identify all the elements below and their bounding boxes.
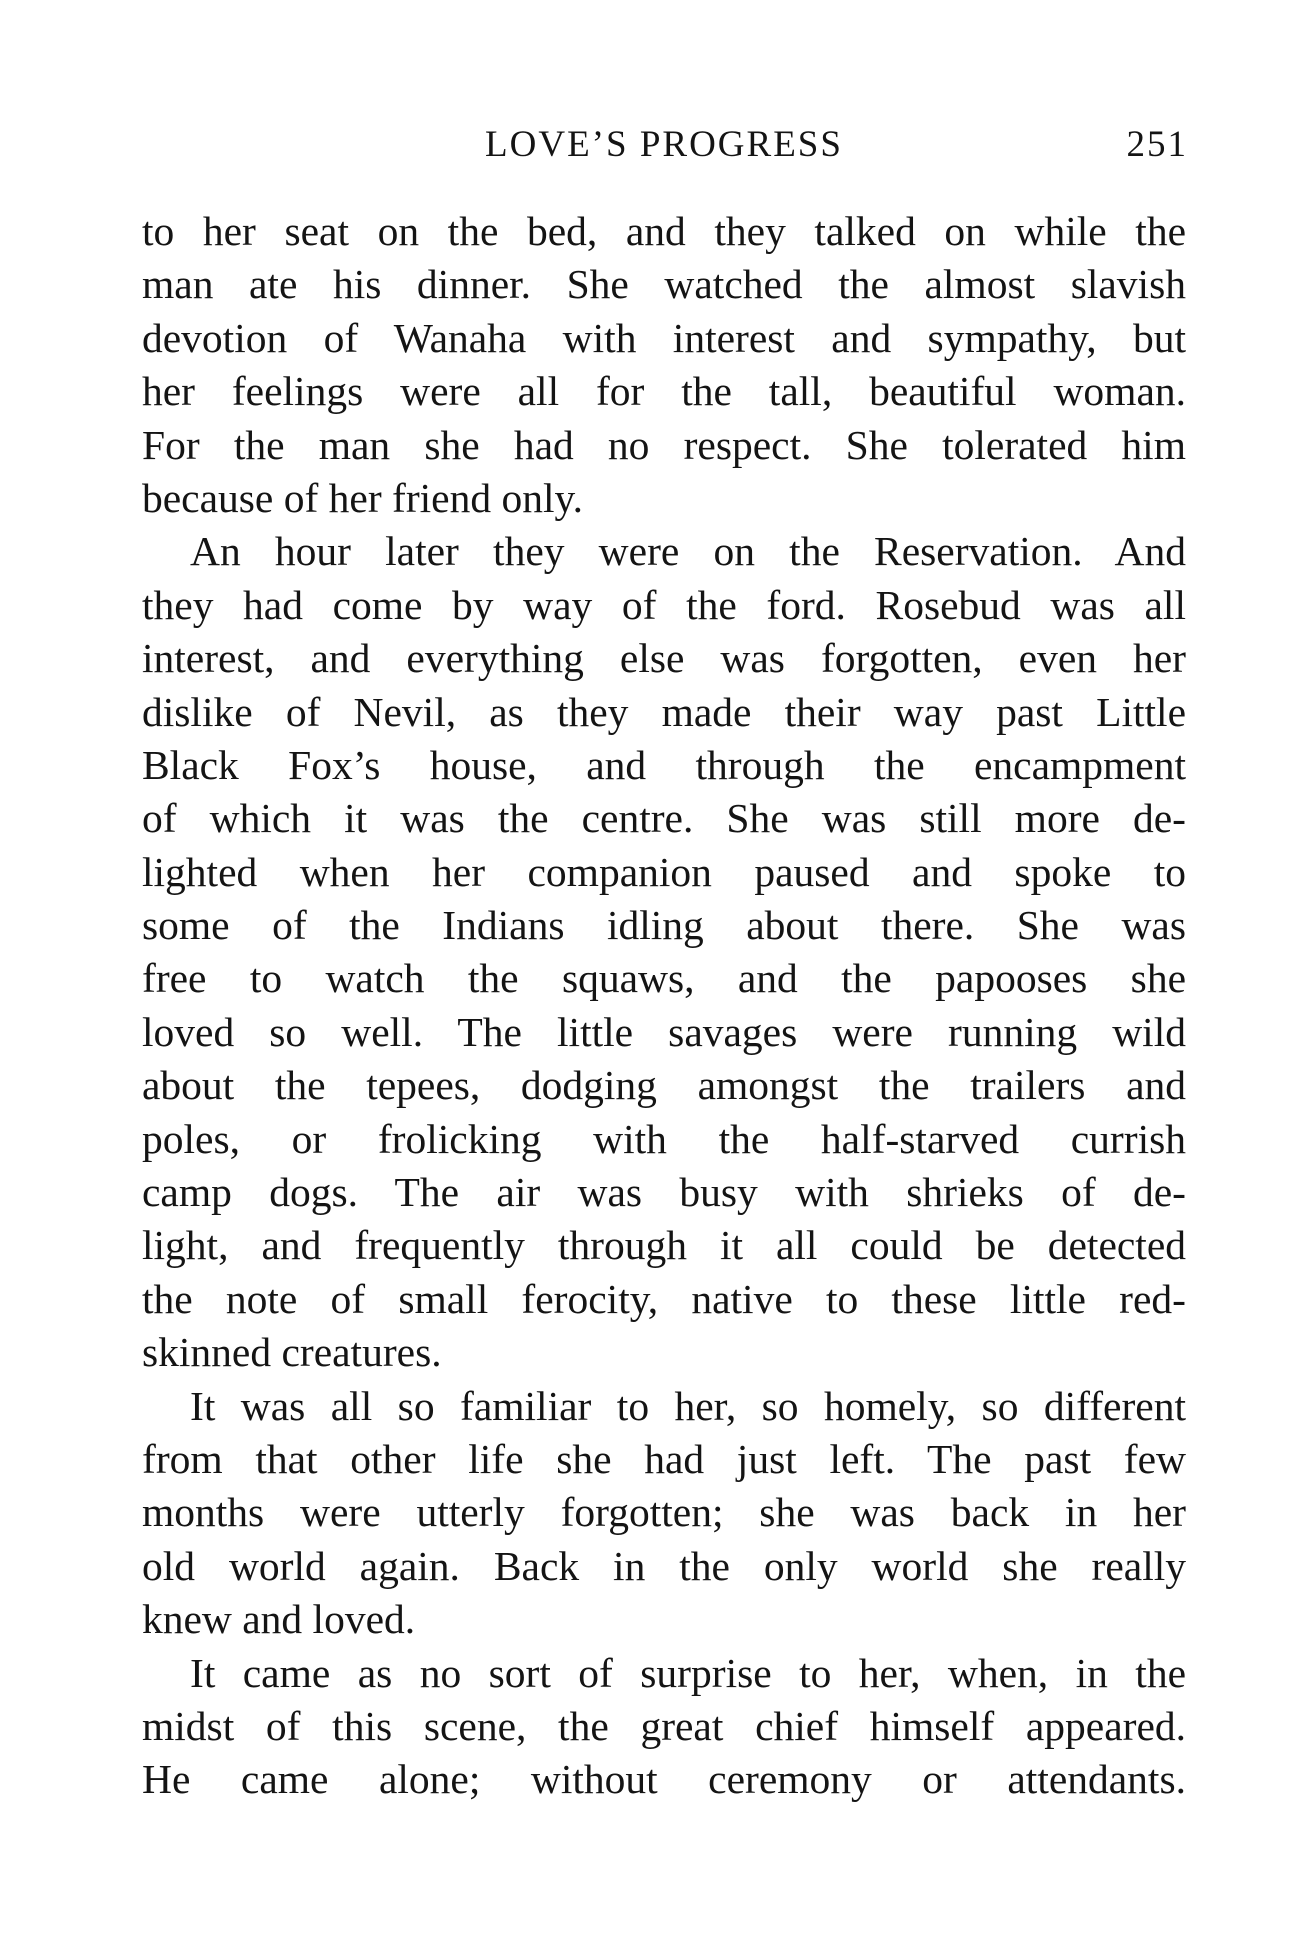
text-line: He came alone; without ceremony or attendants. [142,1756,1186,1803]
running-title: LOVE’S PROGRESS [485,124,843,165]
text-line: loved so well. The little savages were running wild [142,1008,1186,1055]
text-line: It came as no sort of surprise to her, when, in the [190,1649,1186,1696]
text-line: interest, and everything else was forgotten, even her [142,635,1186,682]
text-line: poles, or frolicking with the half-starved currish [142,1115,1186,1162]
body-text [142,205,1186,1807]
text-line: Black Fox’s house, and through the encampment [142,741,1186,788]
text-line: An hour later they were on the Reservation. And [190,528,1186,575]
text-line: knew and loved. [142,1596,416,1643]
text-line: they had come by way of the ford. Rosebud was all [142,581,1186,628]
text-line: her feelings were all for the tall, beautiful woman. [142,368,1186,415]
running-head [140,120,1188,170]
text-line: It was all so familiar to her, so homely, so different [190,1382,1186,1429]
text-line: dislike of Nevil, as they made their way past Little [142,688,1186,735]
text-line: because of her friend only. [142,474,583,521]
text-line: For the man she had no respect. She tolerated him [142,421,1186,468]
text-line: light, and frequently through it all could be detected [142,1222,1186,1269]
text-line: months were utterly forgotten; she was back in her [142,1489,1186,1536]
text-line: lighted when her companion paused and spoke to [142,848,1186,895]
page-number: 251 [1126,124,1188,165]
text-line: skinned creatures. [142,1329,442,1376]
text-line: old world again. Back in the only world she really [142,1542,1186,1589]
text-line: free to watch the squaws, and the papooses she [142,955,1186,1002]
text-line: some of the Indians idling about there. She was [142,902,1186,949]
text-line: of which it was the centre. She was still more de- [142,795,1186,842]
paragraph [142,1380,1186,1647]
paragraph [142,205,1186,525]
text-line: midst of this scene, the great chief himself appeared. [142,1702,1186,1749]
text-line: to her seat on the bed, and they talked on while the [142,208,1186,254]
text-line: about the tepees, dodging amongst the trailers and [142,1062,1186,1109]
text-line: camp dogs. The air was busy with shrieks of de- [142,1169,1186,1216]
text-line: devotion of Wanaha with interest and sympathy, but [142,314,1186,361]
text-line: from that other life she had just left. The past few [142,1435,1186,1482]
text-line: man ate his dinner. She watched the almost slavish [142,261,1186,308]
text-line: the note of small ferocity, native to these little red- [142,1275,1186,1322]
paragraph [142,525,1186,1379]
paragraph [142,1647,1186,1807]
